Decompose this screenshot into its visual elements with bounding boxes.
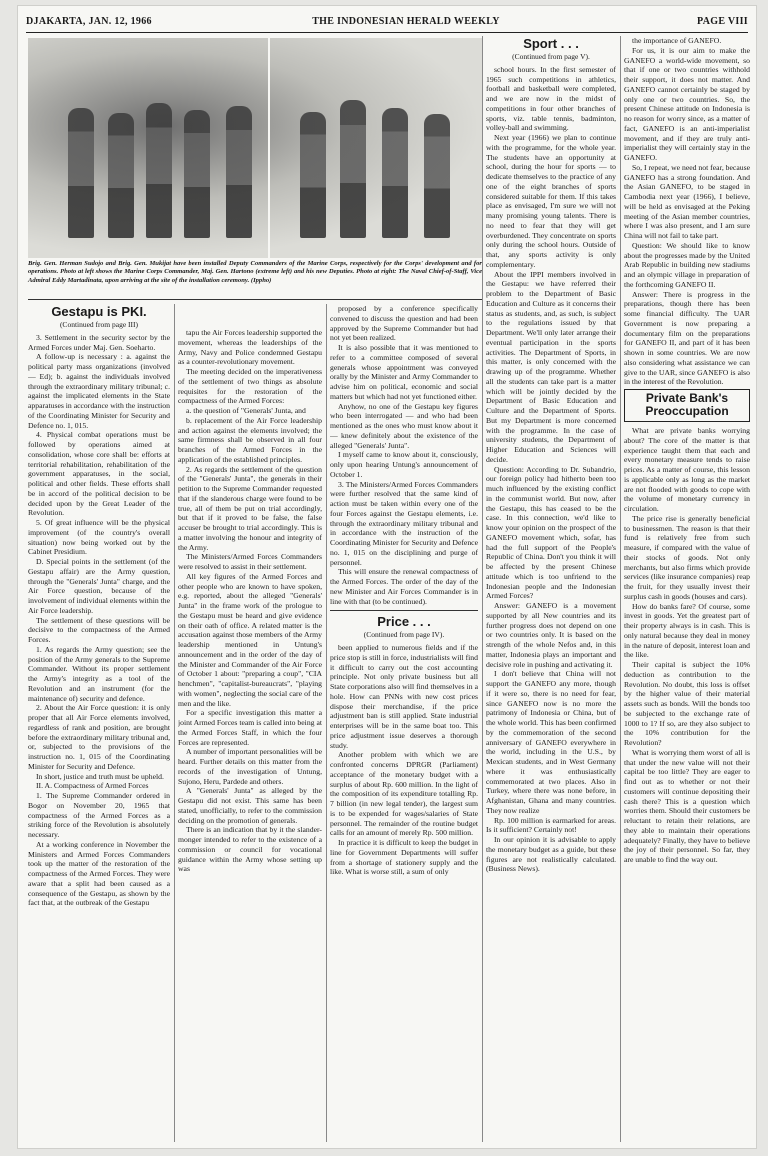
article-paragraph: The price rise is generally beneficial to businessmen. The reason is that their fund is relatively free from such measure, if compared with the value of their stocks of goods. Not only merchants, but also firms which provide services (like insurance companies) reap the fruit, for they usually invest their surplus cash in goods (houses and cars).: [624, 513, 750, 601]
article-paragraph: I myself came to know about it, consciously, only upon hearing Untung's announcement of October 1.: [330, 450, 478, 479]
article-paragraph: About the IPPI members involved in the Gestapu: we have referred their problem to the Department of Basic Education and Culture as it concerns their status as students, and, as such, is subject to the regulations issued by that Department. We'll only later arrange their eventual participation in the sports activities. The Department of Sports, in this matter, is only concerned with the drawing up of the programme. Whether all the students can take part is a matter which will be jointly decided by the Department of Basic Education and Culture and the Department of Sports. But my Department is more concerned with the programme. In the case of university students, the Department of Higher Education and Sciences will decide.: [486, 269, 616, 464]
article-paragraph: A "Generals' Junta" as alleged by the Gestapu did not exist. This same has been stated, unofficially, to refer to the commission deciding on the promotion of generals.: [178, 786, 322, 825]
newspaper-page: [18, 6, 756, 1148]
gestapu-continued-note: (Continued from page III): [59, 320, 139, 329]
article-paragraph: 3. Settlement in the security sector by the Armed Forces under Maj. Gen. Soeharto.: [28, 332, 170, 352]
news-photo: [28, 38, 482, 258]
newspaper-title: THE INDONESIAN HERALD WEEKLY: [312, 16, 500, 27]
article-paragraph: The settlement of these questions will be decisive to the compactness of the Armed Forces.: [28, 615, 170, 644]
article-paragraph: 2. As regards the settlement of the question of the "Generals' Junta", the generals in their petition to the Supreme Commander requested that if the slanderous charge were found to be true, all of them be put on trial accordingly, but that if it proved to be false, the false accuser be brought to trial accordingly. This is a matter involving the honour and integrity of the Army.: [178, 464, 322, 552]
article-paragraph: Next year (1966) we plan to continue with the programme, for the whole year. The students have an opportunity at school, during the hour for sports — to dedicate themselves to the practice of any one of the eight branches of sports considered suitable for them. If this takes place as envisaged, I'm sure we will not many promising young talents. There is no need to fear that they will get overburdened. They concentrate on sports only during the school hours. Outside of that, any sports activity is only complementary.: [486, 133, 616, 269]
article-paragraph: At a working conference in November the Ministers and Armed Forces Commanders took up the matter of the restoration of the compactness of the Armed Forces. They were aware that a split had been caused as a consequence of the Gestapu, as shown by the fact that, at the outbreak of the Gestapu: [28, 839, 170, 908]
article-paragraph: The Ministers/Armed Forces Commanders were resolved to assist in their settlement.: [178, 552, 322, 571]
article-paragraph: There is an indication that by it the slander-monger intended to refer to the existence of a commission or council for vocational guidance within the Army whose setting up was: [178, 825, 322, 874]
article-paragraph: For a specific investigation this matter a joint Armed Forces team is called into being at the Armed Forces Staff, in which the four Forces are represented.: [178, 708, 322, 747]
article-paragraph: a. the question of "Generals' Junta, and: [186, 406, 306, 415]
sport-bank-column-5: [624, 36, 750, 1142]
page-number: PAGE VIII: [697, 16, 748, 27]
article-paragraph: In our opinion it is advisable to apply the monetary budget as a guide, but these figures are not realistically calculated. (Business News).: [486, 835, 616, 874]
article-paragraph: For us, it is our aim to make the GANEFO a world-wide movement, so that if one or two countries withhold their support, it does not matter. And GANEFO cannot certainly be staged by only one or two countries. So, the present Chinese attitude on Indonesia is no reason for worry since, as a matter of fact, GANEFO is an anti-imperialist movement, and if they are truly anti-imperialist they will certainly stay in the GANEFO.: [624, 45, 750, 162]
article-paragraph: Another problem with which we are confronted concerns DPRGR (Parliament) acceptance of the monetary budget with a surplus of about Rp. 600 million. In the light of the composition of its expenditure totalling Rp. 7 billion (in new legal tender), the largest sum is to be expended for wages/salaries of State personnel. The remainder of the routine budget calls for an amount of merely Rp. 500 million.: [330, 750, 478, 838]
article-paragraph: b. replacement of the Air Force leadership and action against the elements involved; the same firmness shall be observed in all four branches of the Armed Forces in the application of the established principles.: [178, 415, 322, 464]
article-paragraph: What is worrying them worst of all is that under the new value will not their capital be too little? They are eager to find out as to whether or not their customers will continue depositing their cash there? This is a question which worries them. Should their customers be reluctant to retain their relations, are they able to maintain their operations adequately? Finally, they have to believe the joy of their personnel. So far, they are unable to find the way out.: [624, 747, 750, 864]
article-paragraph: Anyhow, no one of the Gestapu key figures who been interrogated — and who had been mentioned as the ones who must know about it — knew definitely about the existence of the alleged "Generals' Junta".: [330, 401, 478, 450]
price-continued-note: (Continued from page IV).: [363, 630, 445, 640]
sport-headline: Sport . . .: [523, 36, 579, 51]
gestapu-column-2: [178, 328, 322, 1142]
article-paragraph: Rp. 100 million is earmarked for areas. Is it sufficient? Certainly not!: [486, 815, 616, 835]
masthead: [26, 14, 748, 33]
article-paragraph: D. Special points in the settlement (of the Gestapu affair) are the Army question, through the "Generals' Junta" charge, and the Air Force question, because of the involvement of individual elements within the Air Force leadership.: [28, 557, 170, 615]
sport-continued-note: (Continued from page V).: [512, 52, 590, 61]
article-paragraph: This will ensure the renewal compactness of the Armed Forces. The order of the day of the new Minister and Air Forces Commander is in line with that (to be continued).: [330, 567, 478, 606]
article-paragraph: 1. As regards the Army question; see the position of the Army generals to the Supreme Commander. Without its proper settlement the Army's integrity as a tool of the Revolution and an instrument (for the maintenance of) security and defence.: [28, 644, 170, 703]
article-paragraph: Answer: There is progress in the preparations, though there has been some financial difficulty. The UAR Government is now preparing a documentary film on the preparations for GANEFO II, and part of it has been shown in some countries. We are now also considering what assistance we can give to the UAR, since GANEFO is also in the interest of the Revolution.: [624, 289, 750, 387]
article-paragraph: 5. Of great influence will be the physical improvement (of the country's overall situation) now being worked out by the Cabinet Presidium.: [28, 518, 170, 557]
article-paragraph: I don't believe that China will not support the GANEFO any more, though if it were so, there is no need for fear, since GANEFO now is no more the patrimony of Indonesia or China, but of the whole world. This has been confirmed by the commemoration of the second anniversary of GANEFO everywhere in the world, including in the U.S., by Mexican students, and in West Germany where it was enthusiastically commemorated at two places. Also in Turkey, where there was none before, in Afghanistan, Ghana and many countries. They now realize: [486, 669, 616, 815]
article-paragraph: How do banks fare? Of course, some invest in goods. Yet the greatest part of their property always is in cash. This is only natural because they deal in money in the nature of deposit, interest loan and the like.: [624, 601, 750, 660]
article-paragraph: school hours. In the first semester of 1965 such competitions in athletics, football and basketball were completed, and we are now in the midst of competitions in four other branches of sports, viz. table tennis, badminton, volley-ball and swimming.: [486, 64, 616, 133]
article-paragraph: 2. About the Air Force question: it is only proper that all Air Force elements involved, regardless of rank and position, are brought before the extraordinary military tribunal and, or, subjected to the provisions of the instruction no. 1, 015 of the Coordinating Minister for Security and Defence.: [28, 703, 170, 771]
article-paragraph: All key figures of the Armed Forces and other people who are known to have spoken, e.g. reported, about the alleged "Generals' Junta" in the frame work of the prologue to the Gestapu must be heard and give evidence on their oath of office. A related matter is the accusation against those members of the Army leadership mentioned in Untung's announcement and in the order of the day of the Minister and Commander of the Air Force of October 1 about: "preparing a coup", "CIA henchmen", "capitalist-bureaucrats", "playing with women", neglecting the social care of the men and the like.: [178, 571, 322, 708]
article-paragraph: The meeting decided on the imperativeness of the settlement of two things as absolute requisites for the restoration of the compactness of the Armed Forces:: [178, 367, 322, 406]
article-paragraph: the importance of GANEFO.: [632, 36, 722, 45]
gestapu-column-1: [28, 304, 170, 1142]
article-paragraph: In practice it is difficult to keep the budget in line for Government Departments will suffer from a shortage of stationery supply and the like. What is worse still, a sum of only: [330, 838, 478, 877]
article-paragraph: 1. The Supreme Commander ordered in Bogor on November 20, 1965 that compactness of the Armed Forces as a striking force of the Revolution is absolutely necessary.: [28, 791, 170, 839]
article-paragraph: In short, justice and truth must be upheld.: [36, 771, 164, 781]
article-paragraph: Question: According to Dr. Subandrio, our foreign policy had hitherto been too much influenced by the existing conflict in the communist world. But now, after the Gestapu, this has ceased to be the case. In this connection, we'd like to know your opinion on the prospect of the GANEFO movement which, sofar, has had the full support of the People's Republic of China. Don't you think it will be affected by the present Chinese attitude which is too unfriend to the Indonesian people and the Indonesian Armed Forces?: [486, 464, 616, 601]
article-paragraph: It is also possible that it was mentioned to refer to a committee composed of several generals whose appointment was conveyed orally by the Minister and Army Commander to advise him on political, economic and social matters but which had not yet functioned either.: [330, 343, 478, 401]
article-paragraph: proposed by a conference specifically convened to discuss the question and had been approved by the Supreme Commander but had not yet been realized.: [330, 304, 478, 343]
article-paragraph: been applied to numerous fields and if the price stop is still in force, industrialists will find it difficult to carry out the cost accounting principle. Not only private business but all State corporations also will find themselves in a hole. How can PNNs with new cost prices dispose their merchandise, if the price adjustment ban is still applied. State industrial enterprises will be in the same boat too. This price adjustment issue deserves a thorough study.: [330, 643, 478, 750]
issue-date: DJAKARTA, JAN. 12, 1966: [26, 16, 152, 27]
gestapu-price-column-3: [330, 304, 478, 1142]
article-paragraph: 3. The Ministers/Armed Forces Commanders were further resolved that the same kind of action must be taken within every one of the four Forces against the Gestapu elements, i.e. through the extraordinary military tribunal and in accordance with the instruction of the Coordinating Minister for Security and Defence no. 1, 015 on the disciplining and purge of personnel.: [330, 479, 478, 567]
article-paragraph: A number of important personalities will be heard. Further details on this matter from the records of the investigation of Untung, Sujono, Heru, Pardede and others.: [178, 747, 322, 786]
photo-caption: Brig. Gen. Herman Sudojo and Brig. Gen. Mukijat have been installed Deputy Commanders of the Marine Corps, respectively for the Corps' development and for operations. Photo at left shows the Marine Corps Commander, Maj. Gen. Hartono (extreme left) and his new Deputies. Photo at right: The Naval Chief-of-Staff, Vice Admiral Eddy Martadinata, upon arriving at the site of the installation ceremony. (Ippho): [28, 260, 482, 284]
article-paragraph: Question: We should like to know about the progresses made by the United Arab Republic in building new stadiums and an olympic village in preparation of the forthcoming GANEFO II.: [624, 240, 750, 289]
sport-column-4: [486, 36, 616, 1142]
private-bank-headline: Private Bank's Preoccupation: [624, 389, 750, 422]
price-headline: Price . . .: [377, 614, 431, 630]
article-paragraph: 4. Physical combat operations must be followed by operations aimed at consolidation, whose core shall be: efforts at territorial rehabilitation, rehabilitation of the government apparatuses, in the social, political and other fields. These efforts shall be in accord of the political decision to be decided upon by the Great Leader of the Revolution.: [28, 430, 170, 518]
article-paragraph: Their capital is subject the 10% deduction as contribution to the Revolution. No doubt, this loss is offset by the higher value of their material assets such as bonds. Will the bonds too be subjected to the exchange rate of 1000 to 1? If so, are they also subject to the 10% contribution for the Revolution?: [624, 660, 750, 747]
article-paragraph: A follow-up is necessary : a. against the political party mass organizations (involved — Ed); b. against the individuals involved through the extraordinary military tribunal; c. against the implicated elements in the State apparatuses in accordance with the instruction of the Coordinating Minister for Security and Defence no. 1, 015.: [28, 352, 170, 430]
article-paragraph: So, I repeat, we need not fear, because GANEFO has a strong foundation. And the Asian GANEFO, to be staged in Cambodia next year (1966), I believe, will be held as envisaged at the Peking meeting of the Asian member countries, where I was also present, and I am sure China will not fail to take part.: [624, 162, 750, 240]
gestapu-headline: Gestapu is PKI.: [51, 304, 147, 319]
article-paragraph: tapu the Air Forces leadership supported the movement, whereas the leaderships of the Army, Navy and Police condemned Gestapu as a counter-revolutionary movement.: [178, 328, 322, 367]
article-paragraph: II. A. Compactness of Armed Forces: [36, 781, 149, 791]
article-paragraph: Answer: GANEFO is a movement supported by all New countries and its further progress does not depend on one or two countries only. It is based on the strength of the whole Nefos and, in this matter, Indonesia plays an important and decisive role in pushing and activating it.: [486, 601, 616, 669]
article-paragraph: What are private banks worrying about? The core of the matter is that experience taught them that each and every monetary measure tends to raise prices. As a matter of course, this lesson is applicable only as long as the market are not flooded with goods to cope with the volume of monetary currency in circulation.: [624, 426, 750, 513]
